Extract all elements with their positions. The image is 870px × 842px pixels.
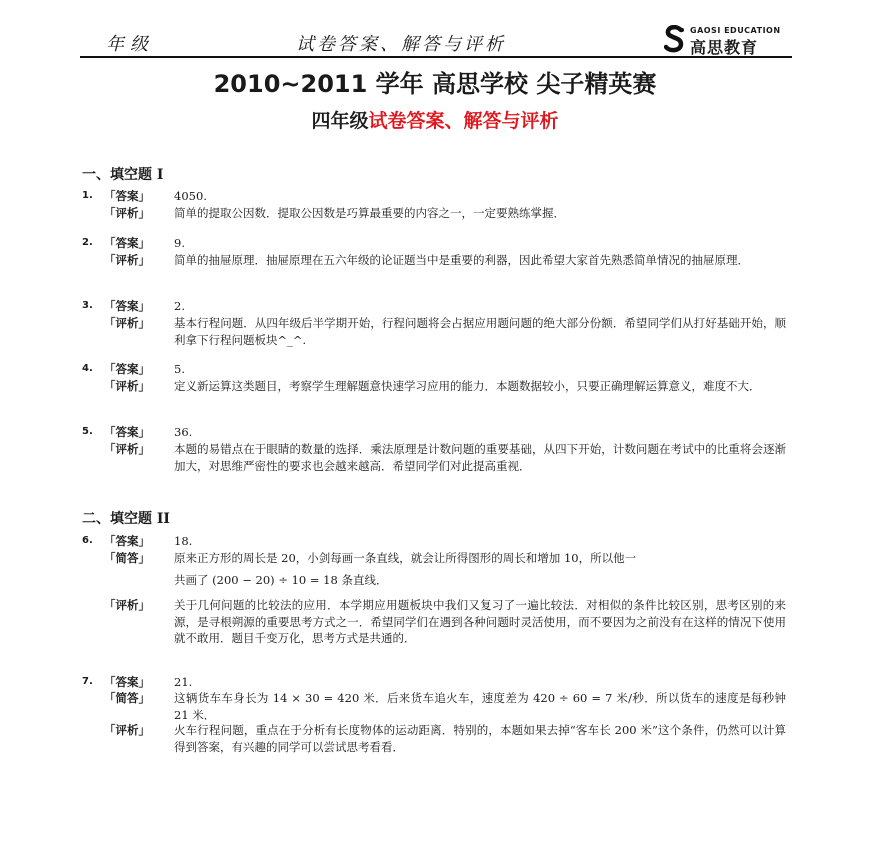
answer-tag: 「答案」 [104, 362, 150, 376]
logo-chinese: 高思教育 [690, 38, 759, 57]
header-title: 试卷答案、解答与评析 [296, 34, 506, 55]
answer-tag: 「答案」 [104, 189, 150, 203]
comment-text: 基本行程问题．从四年级后半学期开始，行程问题将会占据应用题问题的绝大部分份额．希望同学们从打好基础开始，顺利拿下行程问题板块^_^. [174, 316, 786, 347]
answer-text: 21. [174, 675, 193, 689]
subtitle-grade: 四年级 [311, 110, 369, 132]
question-number: 6. [82, 535, 93, 546]
answer-tag: 「答案」 [104, 534, 150, 548]
answer-tag: 「答案」 [104, 675, 150, 689]
question-number: 7. [82, 676, 93, 687]
answer-text: 4050. [174, 189, 207, 203]
header-grade: 年级 [106, 34, 154, 55]
question-number: 4. [82, 363, 93, 374]
answer-text: 2. [174, 299, 185, 313]
answer-tag: 「答案」 [104, 299, 150, 313]
comment-tag: 「评析」 [104, 598, 150, 612]
page-title: 2010~2011 学年 高思学校 尖子精英赛 [213, 70, 657, 98]
comment-tag: 「评析」 [104, 723, 150, 737]
comment-tag: 「评析」 [104, 316, 150, 330]
page-subtitle [0, 106, 870, 133]
answer-tag: 「答案」 [104, 425, 150, 439]
comment-tag: 「评析」 [104, 379, 150, 393]
question-number: 1. [82, 190, 93, 201]
comment-text: 定义新运算这类题目，考察学生理解题意快速学习应用的能力．本题数据较小，只要正确理解运算意义，难度不大． [174, 379, 761, 393]
solution-text: 这辆货车车身长为 14 × 30 = 420 米．后来货车追火车，速度差为 420 ÷ 60 = 7 米/秒．所以货车的速度是每秒钟 21 米． [174, 691, 786, 722]
solution-tag: 「简答」 [104, 691, 150, 705]
comment-tag: 「评析」 [104, 206, 150, 220]
section-heading: 二、填空题 II [82, 511, 170, 527]
question-number: 5. [82, 426, 93, 437]
answer-text: 36. [174, 425, 193, 439]
question-number: 2. [82, 237, 93, 248]
solution-text: 原来正方形的周长是 20，小剑每画一条直线，就会让所得图形的周长和增加 10，所以他一 [174, 551, 637, 565]
solution-tag: 「简答」 [104, 551, 150, 565]
answer-tag: 「答案」 [104, 236, 150, 250]
answer-text: 9. [174, 236, 185, 250]
page-header [80, 28, 792, 58]
comment-text: 关于几何问题的比较法的应用．本学期应用题板块中我们又复习了一遍比较法．对相似的条件比较区别，思考区别的来源，是寻根朔源的重要思考方式之一．希望同学们在遇到各种问题时灵活使用，而不要因为之前没有在这样的情况下使用就不敢用．题目千变万化，思考方式是共通的． [174, 598, 786, 645]
comment-text: 简单的提取公因数．提取公因数是巧算最重要的内容之一，一定要熟练掌握． [174, 206, 565, 220]
comment-text: 火车行程问题，重点在于分析有长度物体的运动距离．特别的，本题如果去掉“客车长 200 米”这个条件，仍然可以计算得到答案，有兴趣的同学可以尝试思考看看． [174, 723, 786, 754]
comment-text: 简单的抽屉原理．抽屉原理在五六年级的论证题当中是重要的利器，因此希望大家首先熟悉简单情况的抽屉原理． [174, 253, 749, 267]
gaosi-s-logo-icon [664, 25, 686, 53]
gaosi-logo [664, 25, 792, 55]
logo-english: GAOSI EDUCATION [690, 26, 781, 35]
subtitle-red: 试卷答案、解答与评析 [368, 110, 559, 132]
answer-text: 18. [174, 534, 193, 548]
question-number: 3. [82, 300, 93, 311]
comment-tag: 「评析」 [104, 253, 150, 267]
comment-tag: 「评析」 [104, 442, 150, 456]
section-heading: 一、填空题 I [82, 167, 164, 183]
solution-text-continued: 共画了 (200 − 20) ÷ 10 = 18 条直线． [174, 573, 388, 587]
comment-text: 本题的易错点在于眼睛的数量的选择．乘法原理是计数问题的重要基础，从四下开始，计数问题在考试中的比重将会逐渐加大，对思维严密性的要求也会越来越高．希望同学们对此提高重视． [174, 442, 786, 473]
answer-text: 5. [174, 362, 185, 376]
